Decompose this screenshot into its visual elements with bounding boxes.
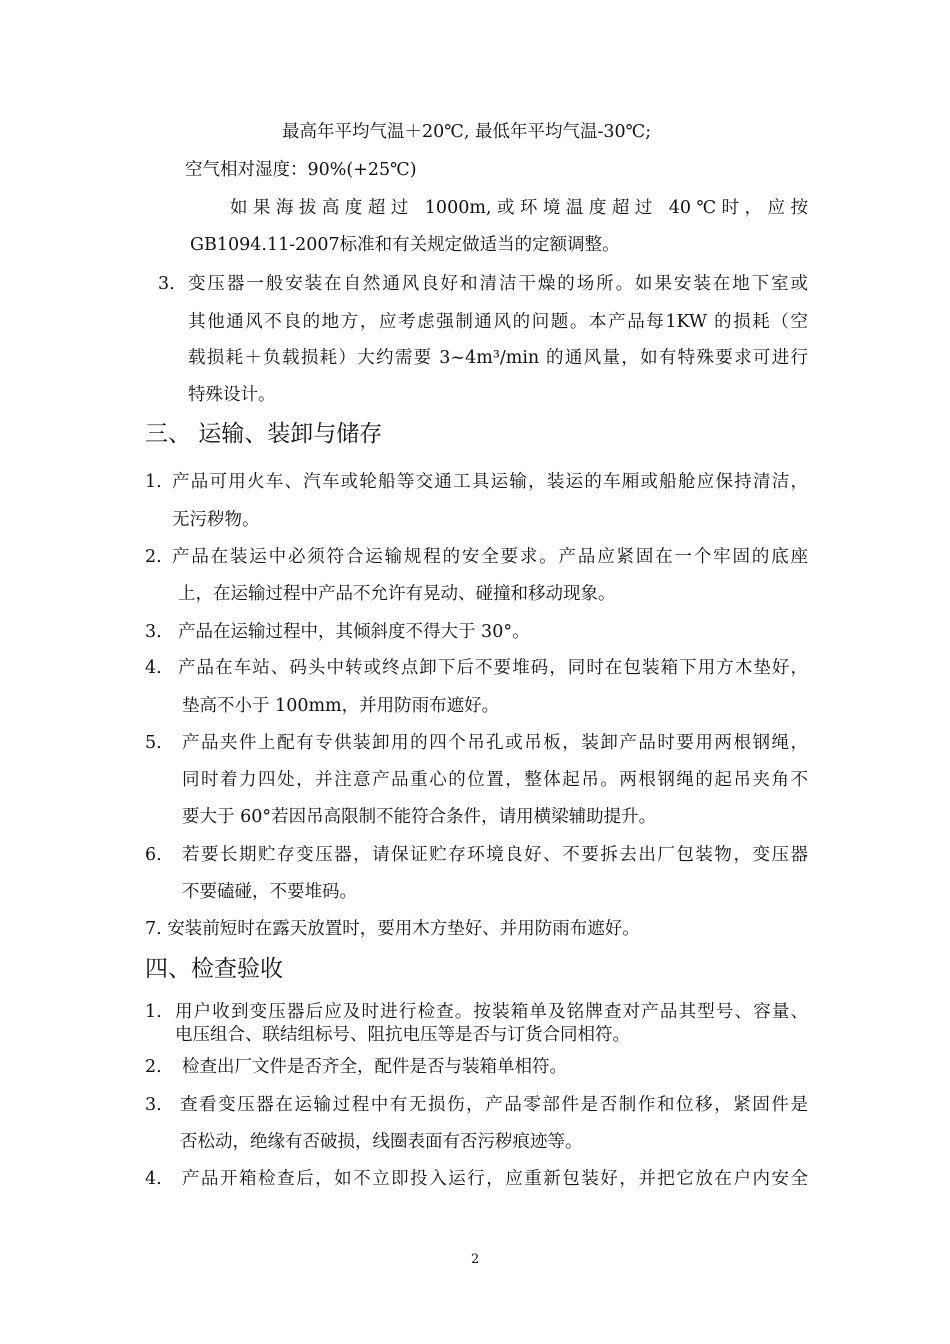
list-item-text: 产品可用火车、汽车或轮船等交通工具运输，装运的车厢或船舱应保持清洁， bbox=[172, 472, 808, 492]
list-item-number: 2. bbox=[145, 547, 162, 567]
list-item-text: 产品在车站、码头中转或终点卸下后不要堆码，同时在包装箱下用方木垫好， bbox=[178, 658, 808, 678]
list-item-number: 1. bbox=[145, 1002, 162, 1022]
page-number: 2 bbox=[471, 1252, 480, 1267]
item-number: 3. bbox=[158, 274, 175, 294]
list-item-text: 产品在运输过程中，其倾斜度不得大于 30°。 bbox=[178, 622, 530, 642]
section-heading: 四、检查验收 bbox=[145, 956, 283, 982]
list-item-text: 产品开箱检查后，如不立即投入运行，应重新包装好，并把它放在户内安全 bbox=[182, 1169, 808, 1189]
list-item-text: 产品夹件上配有专供装卸用的四个吊孔或吊板，装卸产品时要用两根钢绳， bbox=[182, 733, 808, 753]
list-item-text: 要大于 60°若因吊高限制不能符合条件，请用横梁辅助提升。 bbox=[182, 807, 657, 827]
list-item-text: 若要长期贮存变压器，请保证贮存环境良好、不要拆去出厂包装物，变压器 bbox=[182, 845, 808, 865]
list-item-number: 1. bbox=[145, 472, 162, 492]
list-item-number: 4. bbox=[145, 658, 162, 678]
list-item-number: 5. bbox=[145, 733, 162, 753]
item-text: 其他通风不良的地方，应考虑强制通风的问题。本产品每1KW 的损耗（空 bbox=[188, 312, 808, 332]
item-text: 载损耗＋负载损耗）大约需要 3~4m³/min 的通风量，如有特殊要求可进行 bbox=[188, 348, 808, 368]
list-item-number: 4. bbox=[145, 1169, 162, 1189]
list-item-text: 垫高不小于 100mm，并用防雨布遮好。 bbox=[182, 696, 500, 716]
section-heading: 三、 运输、装卸与储存 bbox=[145, 421, 383, 447]
temperature-line: 最高年平均气温＋20℃, 最低年平均气温-30℃; bbox=[282, 122, 652, 142]
list-item-number: 3. bbox=[145, 1095, 162, 1115]
humidity-line: 空气相对湿度：90%(+25℃) bbox=[185, 160, 417, 180]
list-item-text: 产品在装运中必须符合运输规程的安全要求。产品应紧固在一个牢固的底座 bbox=[172, 547, 808, 567]
list-item-text: 电压组合、联结组标号、阻抗电压等是否与订货合同相符。 bbox=[175, 1025, 630, 1045]
list-item-number: 6. bbox=[145, 845, 162, 865]
list-item-text: 无污秽物。 bbox=[172, 510, 260, 530]
item-text: 特殊设计。 bbox=[188, 385, 276, 405]
list-item-text: 检查出厂文件是否齐全，配件是否与装箱单相符。 bbox=[182, 1057, 567, 1077]
list-item-number: 3. bbox=[145, 622, 162, 642]
list-item-number: 2. bbox=[145, 1057, 162, 1077]
altitude-line-cont: GB1094.11-2007标准和有关规定做适当的定额调整。 bbox=[190, 235, 620, 255]
list-item-text: 查看变压器在运输过程中有无损伤，产品零部件是否制作和位移，紧固件是 bbox=[180, 1095, 808, 1115]
list-item-text: 7. 安装前短时在露天放置时，要用木方垫好、并用防雨布遮好。 bbox=[145, 919, 640, 939]
list-item-text: 不要磕碰，不要堆码。 bbox=[182, 882, 357, 902]
list-item-text: 否松动，绝缘有否破损，线圈表面有否污秽痕迹等。 bbox=[180, 1132, 583, 1152]
list-item-text: 上，在运输过程中产品不允许有晃动、碰撞和移动现象。 bbox=[178, 584, 616, 604]
item-text: 变压器一般安装在自然通风良好和清洁干燥的场所。如果安装在地下室或 bbox=[188, 274, 808, 294]
list-item-text: 用户收到变压器后应及时进行检查。按装箱单及铭牌查对产品其型号、容量、 bbox=[175, 1002, 808, 1022]
altitude-line: 如果海拔高度超过 1000m,或环境温度超过 40℃时，应按 bbox=[230, 198, 808, 218]
list-item-text: 同时着力四处，并注意产品重心的位置，整体起吊。两根钢绳的起吊夹角不 bbox=[182, 770, 808, 790]
